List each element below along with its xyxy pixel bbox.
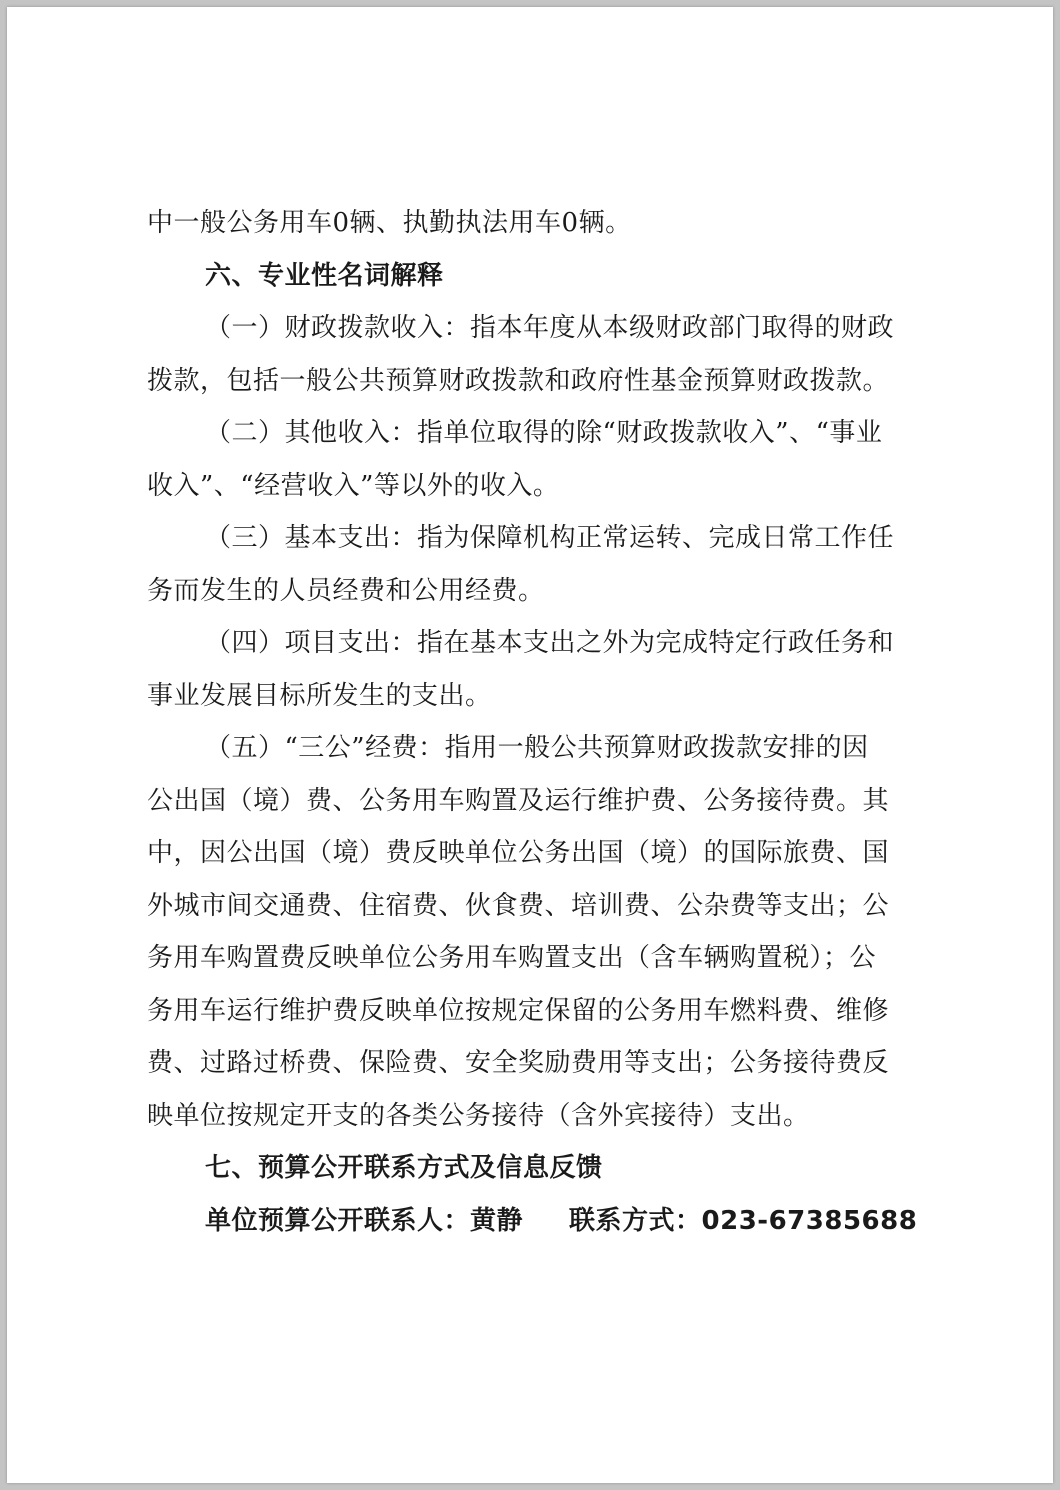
definition-5-line-1: （五）“三公”经费：指用一般公共预算财政拨款安排的因 <box>205 733 869 763</box>
definition-5-line-4: 外城市间交通费、住宿费、伙食费、培训费、公杂费等支出；公 <box>147 890 890 921</box>
continuation-line: 中一般公务用车0辆、执勤执法用车0辆。 <box>147 208 632 238</box>
definition-3-line-1: （三）基本支出：指为保障机构正常运转、完成日常工作任 <box>205 523 895 553</box>
definition-5-line-2: 公出国（境）费、公务用车购置及运行维护费、公务接待费。其 <box>147 785 890 816</box>
definition-4-line-1: （四）项目支出：指在基本支出之外为完成特定行政任务和 <box>205 628 895 658</box>
section-7-heading: 七、预算公开联系方式及信息反馈 <box>205 1153 603 1183</box>
definition-3-line-2: 务而发生的人员经费和公用经费。 <box>147 575 545 606</box>
definition-item-3 <box>147 512 922 617</box>
definition-5-line-3: 中，因公出国（境）费反映单位公务出国（境）的国际旅费、国 <box>147 838 890 868</box>
definition-item-1 <box>147 302 922 407</box>
definition-1-line-1: （一）财政拨款收入：指本年度从本级财政部门取得的财政 <box>205 313 895 343</box>
definition-2-line-2: 收入”、“经营收入”等以外的收入。 <box>147 470 560 501</box>
contact-person: 单位预算公开联系人：黄静 <box>205 1205 524 1236</box>
definition-item-2 <box>147 407 922 512</box>
document-body <box>147 197 922 1247</box>
definition-5-line-8: 映单位按规定开支的各类公务接待（含外宾接待）支出。 <box>147 1100 810 1131</box>
definition-5-line-6: 务用车运行维护费反映单位按规定保留的公务用车燃料费、维修 <box>147 995 890 1026</box>
definition-5-line-7: 费、过路过桥费、保险费、安全奖励费用等支出；公务接待费反 <box>147 1048 890 1078</box>
contact-method: 联系方式：023-67385688 <box>569 1205 918 1236</box>
document-page <box>7 7 1053 1483</box>
definition-1-line-2: 拨款，包括一般公共预算财政拨款和政府性基金预算财政拨款。 <box>147 365 890 396</box>
section-6-heading: 六、专业性名词解释 <box>205 260 444 291</box>
contact-line <box>147 1195 922 1248</box>
definition-5-line-5: 务用车购置费反映单位公务用车购置支出（含车辆购置税）；公 <box>147 943 877 973</box>
definition-item-5 <box>147 722 922 1142</box>
definition-item-4 <box>147 617 922 722</box>
definition-4-line-2: 事业发展目标所发生的支出。 <box>147 680 492 711</box>
definition-2-line-1: （二）其他收入：指单位取得的除“财政拨款收入”、“事业 <box>205 418 883 448</box>
